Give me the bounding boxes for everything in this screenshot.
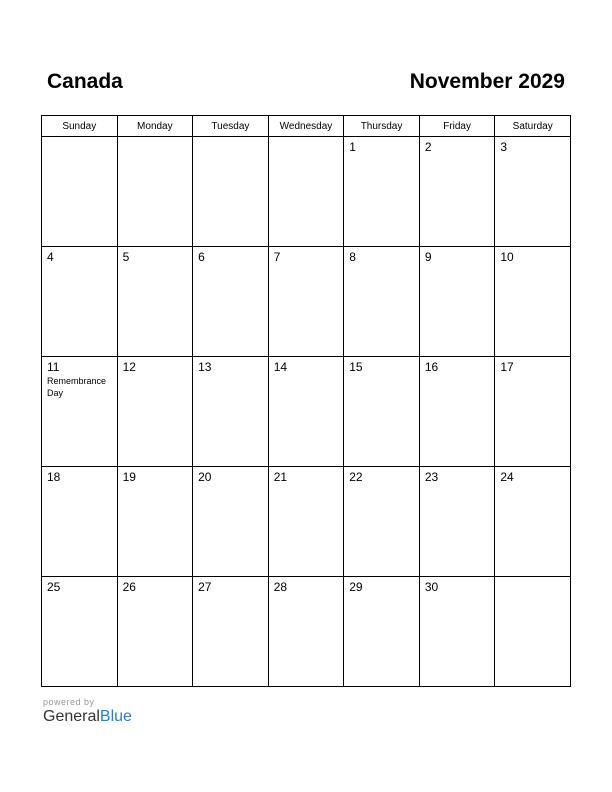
- day-cell: [193, 357, 269, 467]
- day-number: 16: [424, 360, 439, 374]
- day-cell: [117, 467, 193, 577]
- day-cell: [42, 467, 118, 577]
- month-year-title: November 2029: [409, 70, 565, 93]
- day-cell: [117, 357, 193, 467]
- weekday-header: Friday: [419, 116, 495, 137]
- day-cell: [344, 357, 420, 467]
- day-cell: [117, 247, 193, 357]
- day-number: 17: [500, 360, 514, 374]
- brand-general-text: General: [43, 708, 100, 725]
- day-number: [42, 137, 117, 140]
- week-row: [42, 357, 571, 467]
- day-cell: [344, 577, 420, 687]
- day-number: 8: [349, 250, 356, 264]
- weekday-header: Monday: [117, 116, 193, 137]
- day-cell: [419, 247, 495, 357]
- day-cell: [419, 467, 495, 577]
- day-number: [269, 137, 344, 140]
- week-row: [42, 467, 571, 577]
- day-number: 22: [349, 470, 363, 484]
- weekday-header: Sunday: [42, 116, 118, 137]
- day-number: 6: [198, 250, 205, 264]
- day-number: 21: [273, 470, 288, 484]
- day-cell: [193, 467, 269, 577]
- week-row: [42, 247, 571, 357]
- day-cell: [42, 137, 118, 247]
- day-cell: [344, 137, 420, 247]
- weekday-header: Wednesday: [268, 116, 344, 137]
- day-cell: [268, 577, 344, 687]
- day-cell: [268, 467, 344, 577]
- day-cell: [495, 357, 571, 467]
- day-number: 5: [122, 250, 130, 264]
- day-number: [193, 137, 268, 140]
- weekday-header-row: [42, 116, 571, 137]
- day-number: [495, 577, 570, 580]
- day-cell: [117, 577, 193, 687]
- day-cell: [495, 137, 571, 247]
- day-cell: [193, 137, 269, 247]
- day-cell: [495, 577, 571, 687]
- holiday-label: Remembrance Day: [47, 376, 107, 398]
- week-row: [42, 577, 571, 687]
- day-cell: [193, 577, 269, 687]
- calendar-header: [41, 70, 571, 98]
- brand-logo[interactable]: [43, 708, 132, 726]
- day-cell: [268, 247, 344, 357]
- day-cell: [344, 467, 420, 577]
- day-cell: [344, 247, 420, 357]
- weekday-header: Saturday: [495, 116, 571, 137]
- day-number: 30: [424, 580, 439, 594]
- day-cell: [419, 357, 495, 467]
- calendar-grid: [41, 115, 571, 687]
- day-number: 15: [349, 360, 363, 374]
- day-number: [118, 137, 193, 140]
- week-row: [42, 137, 571, 247]
- day-number: 24: [500, 470, 514, 484]
- day-number: 23: [424, 470, 439, 484]
- footer: [43, 697, 132, 726]
- day-number: 4: [47, 250, 54, 264]
- day-cell: [268, 357, 344, 467]
- day-number: 19: [122, 470, 136, 484]
- day-cell: [495, 247, 571, 357]
- powered-by-text: powered by: [43, 697, 95, 707]
- weekday-header: Tuesday: [193, 116, 269, 137]
- day-cell: [117, 137, 193, 247]
- day-number: 2: [424, 140, 432, 154]
- day-cell: [193, 247, 269, 357]
- country-title: Canada: [47, 70, 123, 93]
- day-number: 1: [349, 140, 356, 154]
- day-number: 11: [47, 360, 60, 374]
- day-number: 14: [273, 360, 288, 374]
- weekday-header: Thursday: [344, 116, 420, 137]
- day-number: 13: [198, 360, 212, 374]
- brand-blue-text: Blue: [99, 708, 132, 725]
- day-cell: [419, 577, 495, 687]
- day-number: 25: [47, 580, 61, 594]
- day-number: 12: [122, 360, 136, 374]
- day-cell: [419, 137, 495, 247]
- day-number: 3: [500, 140, 508, 154]
- day-number: 27: [198, 580, 212, 594]
- day-number: 18: [47, 470, 61, 484]
- day-number: 10: [500, 250, 514, 264]
- day-cell: [268, 137, 344, 247]
- day-cell: [495, 467, 571, 577]
- day-number: 7: [273, 250, 281, 264]
- day-number: 29: [349, 580, 363, 594]
- day-number: 26: [122, 580, 136, 594]
- day-cell: [42, 577, 118, 687]
- day-number: 20: [198, 470, 212, 484]
- day-number: 9: [424, 250, 432, 264]
- day-cell: [42, 247, 118, 357]
- day-cell: [42, 357, 118, 467]
- day-number: 28: [273, 580, 288, 594]
